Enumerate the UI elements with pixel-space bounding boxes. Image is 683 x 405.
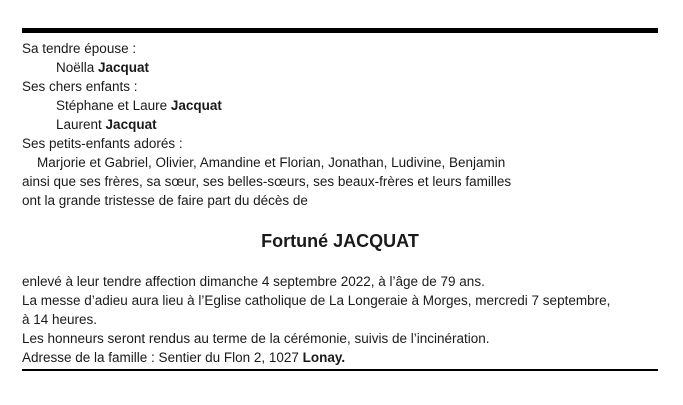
- line-text: à 14 heures.: [22, 312, 98, 327]
- line-bold-text: Jacquat: [170, 98, 222, 113]
- line-text: Ses chers enfants :: [22, 79, 138, 94]
- line-bold-text: Jacquat: [98, 60, 150, 75]
- detail-line-mass-location: [22, 291, 658, 310]
- line-text: Les honneurs seront rendus au terme de la cérémonie, suivis de l’incinération.: [22, 331, 490, 346]
- line-text: Marjorie et Gabriel, Olivier, Amandine et Florian, Jonathan, Ludivine, Benjamin: [37, 155, 506, 170]
- line-text: ainsi que ses frères, sa sœur, ses belles-sœurs, ses beaux-frères et leurs familles: [22, 174, 512, 189]
- bottom-border-rule: [22, 369, 658, 371]
- family-line-grandchildren-names: [22, 153, 658, 172]
- notice-body: [0, 33, 683, 367]
- family-line-spouse-label: [22, 39, 658, 58]
- line-text: enlevé à leur tendre affection dimanche 4 septembre 2022, à l’âge de 79 ans.: [22, 274, 485, 289]
- line-bold-text: Jacquat: [105, 117, 157, 132]
- detail-line-mass-time: [22, 310, 658, 329]
- line-text: ont la grande tristesse de faire part du décès de: [22, 193, 308, 208]
- detail-line-family-address: [22, 348, 658, 367]
- line-text: Stéphane et Laure: [56, 98, 171, 113]
- family-line-spouse-name: [22, 58, 658, 77]
- line-text: Ses petits-enfants adorés :: [22, 136, 183, 151]
- family-line-grandchildren-label: [22, 134, 658, 153]
- family-line-children-label: [22, 77, 658, 96]
- detail-line-honors: [22, 329, 658, 348]
- line-text: La messe d’adieu aura lieu à l’Eglise catholique de La Longeraie à Morges, mercredi 7 septembre,: [22, 293, 611, 308]
- family-line-child-1: [22, 96, 658, 115]
- family-line-announcement: [22, 191, 658, 210]
- detail-line-death-date: [22, 272, 658, 291]
- line-text: Noëlla: [56, 60, 99, 75]
- family-line-child-2: [22, 115, 658, 134]
- line-text: Adresse de la famille : Sentier du Flon 2, 1027: [22, 350, 303, 365]
- line-bold-text: Lonay.: [302, 350, 346, 365]
- deceased-name: Fortuné JACQUAT: [261, 231, 419, 251]
- line-text: Sa tendre épouse :: [22, 41, 137, 56]
- line-text: Laurent: [56, 117, 106, 132]
- family-line-relatives: [22, 172, 658, 191]
